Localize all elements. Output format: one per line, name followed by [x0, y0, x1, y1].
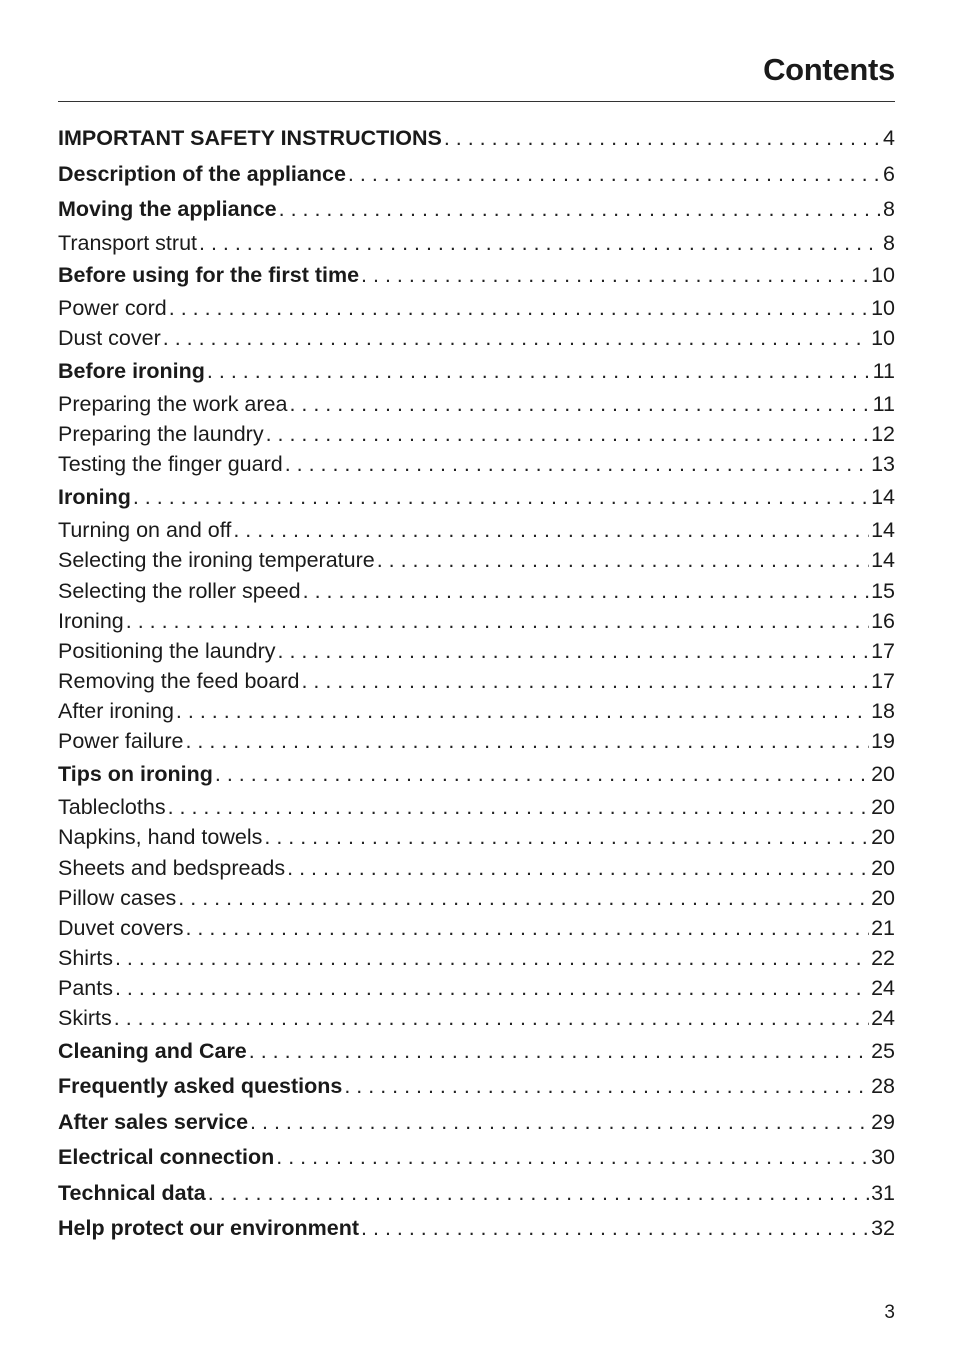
- toc-entry-label: Skirts: [58, 1006, 112, 1031]
- toc-entry-page: 15: [871, 578, 895, 603]
- toc-section-entry: [58, 1181, 895, 1215]
- toc-entry-page: 31: [871, 1180, 895, 1205]
- toc-entry-label: Positioning the laundry: [58, 638, 276, 663]
- dot-leader: [163, 326, 869, 351]
- toc-entry-label: Napkins, hand towels: [58, 825, 263, 850]
- toc-entry-label: Ironing: [58, 608, 124, 633]
- toc-entry-page: 13: [871, 452, 895, 477]
- dot-leader: [115, 976, 869, 1001]
- page-number: 3: [884, 1302, 895, 1323]
- toc-entry-page: 28: [871, 1074, 895, 1099]
- toc-entry-page: 32: [871, 1216, 895, 1241]
- page-title: Contents: [763, 52, 895, 87]
- toc-entry-page: 20: [871, 855, 895, 880]
- toc-entry-page: 20: [871, 795, 895, 820]
- toc-entry-label: Preparing the work area: [58, 392, 288, 417]
- toc-entry-page: 17: [871, 669, 895, 694]
- toc-entry-label: Sheets and bedspreads: [58, 855, 286, 880]
- dot-leader: [185, 916, 869, 941]
- toc-subsection-entry: [58, 825, 895, 855]
- toc-section-entry: [58, 359, 895, 393]
- toc-entry-page: 20: [871, 761, 895, 786]
- toc-entry-label: Power failure: [58, 729, 184, 754]
- toc-subsection-entry: [58, 452, 895, 482]
- toc-entry-label: Technical data: [58, 1180, 206, 1205]
- toc-subsection-entry: [58, 422, 895, 452]
- toc-entry-label: Turning on and off: [58, 518, 232, 543]
- dot-leader: [168, 795, 870, 820]
- toc-subsection-entry: [58, 518, 895, 548]
- toc-section-entry: [58, 126, 895, 160]
- toc-entry-page: 24: [871, 976, 895, 1001]
- toc-section-entry: [58, 263, 895, 297]
- toc-entry-label: After sales service: [58, 1109, 249, 1134]
- toc-subsection-entry: [58, 1006, 895, 1036]
- dot-leader: [289, 392, 870, 417]
- dot-leader: [278, 639, 870, 664]
- dot-leader: [250, 1110, 869, 1135]
- toc-subsection-entry: [58, 548, 895, 578]
- toc-subsection-entry: [58, 856, 895, 886]
- toc-entry-page: 19: [871, 729, 895, 754]
- dot-leader: [208, 1181, 869, 1206]
- dot-leader: [301, 669, 869, 694]
- toc-entry-label: Shirts: [58, 946, 113, 971]
- dot-leader: [348, 162, 881, 187]
- toc-entry-label: Testing the finger guard: [58, 452, 283, 477]
- toc-entry-page: 20: [871, 825, 895, 850]
- dot-leader: [303, 579, 869, 604]
- toc-subsection-entry: [58, 231, 895, 261]
- toc-entry-label: Preparing the laundry: [58, 422, 264, 447]
- dot-leader: [249, 1039, 869, 1064]
- toc-entry-label: Ironing: [58, 484, 131, 509]
- toc-subsection-entry: [58, 886, 895, 916]
- toc-entry-page: 25: [871, 1038, 895, 1063]
- dot-leader: [169, 296, 869, 321]
- toc-entry-page: 20: [871, 885, 895, 910]
- dot-leader: [377, 548, 869, 573]
- toc-section-entry: [58, 485, 895, 519]
- toc-entry-label: Moving the appliance: [58, 197, 277, 221]
- toc-entry-page: 14: [871, 548, 895, 573]
- toc-subsection-entry: [58, 579, 895, 609]
- toc-subsection-entry: [58, 326, 895, 356]
- dot-leader: [126, 609, 869, 634]
- toc-section-entry: [58, 1216, 895, 1250]
- toc-entry-page: 8: [883, 230, 895, 255]
- toc-subsection-entry: [58, 976, 895, 1006]
- dot-leader: [361, 1216, 869, 1241]
- dot-leader: [178, 886, 869, 911]
- toc-section-entry: [58, 1145, 895, 1179]
- toc-section-entry: [58, 1074, 895, 1108]
- toc-subsection-entry: [58, 729, 895, 759]
- toc-entry-label: Pillow cases: [58, 885, 177, 910]
- toc-entry-page: 10: [871, 296, 895, 321]
- toc-entry-label: Dust cover: [58, 326, 161, 351]
- toc-subsection-entry: [58, 916, 895, 946]
- dot-leader: [266, 422, 870, 447]
- dot-leader: [199, 231, 881, 256]
- toc-entry-label: Power cord: [58, 296, 167, 321]
- toc-subsection-entry: [58, 392, 895, 422]
- toc-entry-page: 16: [871, 608, 895, 633]
- dot-leader: [176, 699, 869, 724]
- toc-entry-page: 30: [871, 1145, 895, 1170]
- dot-leader: [287, 856, 869, 881]
- toc-entry-page: 11: [872, 358, 895, 383]
- toc-section-entry: [58, 197, 895, 231]
- dot-leader: [233, 518, 869, 543]
- toc-entry-label: Help protect our environment: [58, 1216, 360, 1241]
- toc-entry-page: 10: [871, 326, 895, 351]
- toc-entry-label: Frequently asked questions: [58, 1074, 343, 1099]
- toc-entry-label: Pants: [58, 976, 113, 1001]
- toc-entry-page: 11: [872, 392, 895, 417]
- toc-entry-label: Cleaning and Care: [58, 1038, 247, 1063]
- toc-entry-label: Duvet covers: [58, 915, 184, 940]
- toc-entry-page: 8: [883, 197, 895, 221]
- toc-entry-page: 22: [871, 946, 895, 971]
- title-divider: [58, 101, 895, 102]
- toc-section-entry: [58, 1039, 895, 1073]
- toc-subsection-entry: [58, 795, 895, 825]
- toc-entry-page: 21: [871, 915, 895, 940]
- toc-section-entry: [58, 762, 895, 796]
- dot-leader: [344, 1074, 869, 1099]
- toc-entry-page: 10: [871, 262, 895, 287]
- dot-leader: [444, 126, 881, 151]
- toc-entry-page: 29: [871, 1109, 895, 1134]
- toc-subsection-entry: [58, 946, 895, 976]
- toc-entry-page: 4: [883, 126, 895, 150]
- toc-entry-page: 24: [871, 1006, 895, 1031]
- table-of-contents: [58, 126, 895, 1250]
- toc-subsection-entry: [58, 699, 895, 729]
- toc-section-entry: [58, 1110, 895, 1144]
- toc-subsection-entry: [58, 296, 895, 326]
- dot-leader: [285, 452, 869, 477]
- toc-subsection-entry: [58, 639, 895, 669]
- toc-entry-page: 18: [871, 699, 895, 724]
- toc-entry-label: IMPORTANT SAFETY INSTRUCTIONS: [58, 126, 442, 150]
- toc-entry-label: Selecting the ironing temperature: [58, 548, 375, 573]
- dot-leader: [264, 825, 869, 850]
- toc-entry-label: Description of the appliance: [58, 161, 346, 186]
- toc-entry-page: 6: [883, 161, 895, 186]
- dot-leader: [133, 485, 869, 510]
- dot-leader: [215, 762, 869, 787]
- dot-leader: [361, 263, 869, 288]
- toc-entry-label: Transport strut: [58, 230, 197, 255]
- toc-section-entry: [58, 162, 895, 196]
- dot-leader: [185, 729, 869, 754]
- toc-entry-page: 14: [871, 518, 895, 543]
- toc-entry-page: 17: [871, 638, 895, 663]
- toc-entry-page: 14: [871, 484, 895, 509]
- toc-subsection-entry: [58, 609, 895, 639]
- dot-leader: [207, 359, 871, 384]
- toc-entry-label: Tablecloths: [58, 795, 166, 820]
- toc-entry-label: Before using for the first time: [58, 262, 360, 287]
- toc-entry-label: Electrical connection: [58, 1145, 275, 1170]
- toc-entry-label: Tips on ironing: [58, 761, 213, 786]
- dot-leader: [279, 197, 881, 222]
- dot-leader: [114, 1006, 869, 1031]
- dot-leader: [115, 946, 869, 971]
- toc-entry-label: Selecting the roller speed: [58, 578, 301, 603]
- toc-entry-label: After ironing: [58, 699, 174, 724]
- dot-leader: [276, 1145, 869, 1170]
- toc-entry-label: Removing the feed board: [58, 669, 300, 694]
- toc-subsection-entry: [58, 669, 895, 699]
- toc-entry-label: Before ironing: [58, 358, 205, 383]
- toc-entry-page: 12: [871, 422, 895, 447]
